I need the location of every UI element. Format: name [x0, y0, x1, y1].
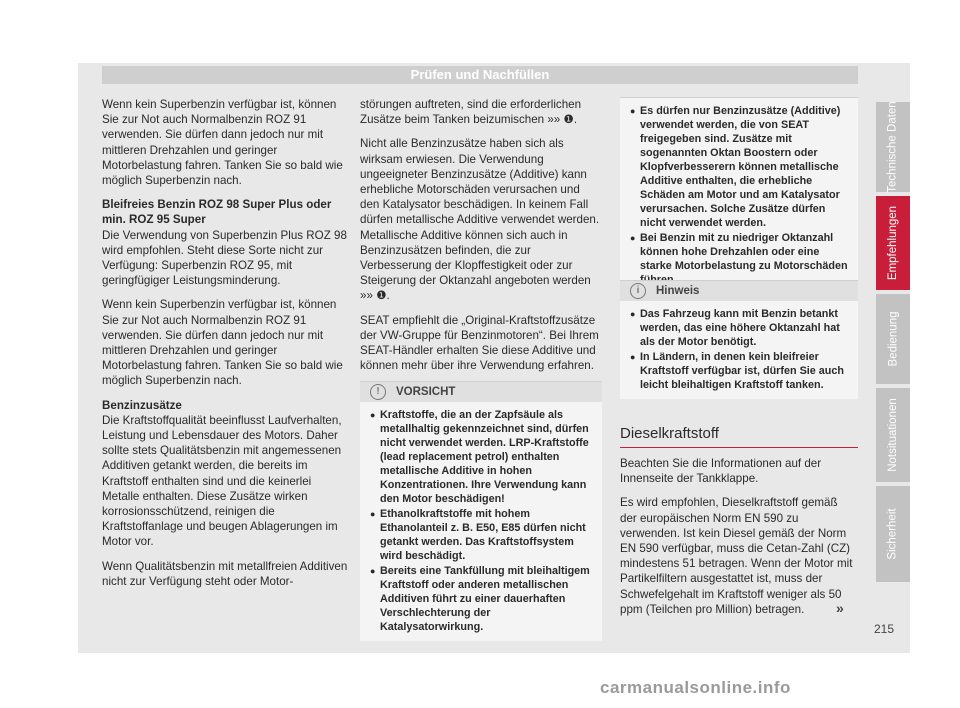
column-left [102, 97, 350, 598]
list-item: ● Das Fahrzeug kann mit Benzin betankt werden, das eine höhere Oktanzahl hat als der Motor benötigt. [630, 307, 850, 349]
paragraph: Wenn Qualitätsbenzin mit metallfreien Additiven nicht zur Verfügung steht oder Motor- [102, 559, 348, 588]
paragraph: SEAT empfiehlt die „Original-Kraftstoffzusätze der VW-Gruppe für Benzinmotoren“. Bei Ihrem SEAT-Händler erhalten Sie diese Additive und können mehr über ihre Verwendung erfahren. [360, 313, 599, 373]
subheading: Bleifreies Benzin ROZ 98 Super Plus oder min. ROZ 95 Super [102, 198, 332, 227]
page-header: Prüfen und Nachfüllen [102, 66, 858, 84]
continue-mark: » [836, 600, 844, 616]
caution-title: VORSICHT [396, 386, 456, 398]
list-item: ● Bei Benzin mit zu niedriger Oktanzahl können hohe Drehzahlen oder eine starke Motorbelastung zu Motorschäden [630, 231, 850, 287]
subheading: Benzinzusätze [102, 398, 182, 412]
list-item: ● Kraftstoffe, die an der Zapfsäule als metallhaltig gekennzeichnet sind, dürfen nicht verwendet werden. LRP-Kraftstoffe (lead replacement petrol) enthalten metallische Additive in hohen Konzentrationen. Ihre Verwendung kann den Motor beschädigen! [370, 408, 594, 506]
paragraph: Wenn kein Superbenzin verfügbar ist, können Sie zur Not auch Normalbenzin ROZ 91 verwenden. Sie dürfen dann jedoch nur mit mittleren Drehzahlen und geringer Motorbelastung fahren. Tanken Sie so bald wie möglich Superbenzin nach. [102, 98, 343, 188]
note-box [620, 280, 858, 399]
paragraph: Beachten Sie die Informationen auf der Innenseite der Tankklappe. [620, 457, 822, 486]
list-item: ● In Ländern, in denen kein bleifreier Kraftstoff verfügbar ist, dürfen Sie auch leicht bleihaltigen Kraftstoff tanken. [630, 350, 850, 392]
tab-bedienung[interactable]: Bedienung [876, 294, 910, 384]
section-heading-diesel: Dieselkraftstoff [620, 425, 858, 448]
list-item: ● Bereits eine Tankfüllung mit bleihaltigem Kraftstoff oder anderen metallischen Additiven führt zu einer dauerhaften Verschlechterung der Katalysatorwirkung. [370, 564, 594, 634]
tab-notsituationen[interactable]: Notsituationen [876, 388, 910, 482]
paragraph: Es wird empfohlen, Dieselkraftstoff gemäß der europäischen Norm EN 590 zu verwenden. Ist kein Diesel gemäß der Norm EN 590 verfügbar, muss die Cetan-Zahl (CZ) mindestens 51 betragen. Wenn der Motor mit Partikelfiltern ausgestattet ist, muss der Schwefelgehalt im Kraftstoff weniger als 50 ppm (Teilchen pro Million) betragen. [620, 496, 853, 616]
page-number: 215 [873, 622, 895, 636]
paragraph: Die Verwendung von Superbenzin Plus ROZ 98 wird empfohlen. Steht diese Sorte nicht zur Verfügung: Superbenzin ROZ 95, mit geringfügiger Leistungsminderung. [102, 228, 347, 288]
caution-header [360, 382, 602, 402]
note-header [620, 281, 858, 301]
tab-technische-daten[interactable]: Technische Daten [876, 102, 910, 192]
column-right [620, 456, 856, 626]
list-item: ● Ethanolkraftstoffe mit hohem Ethanolanteil z. B. E50, E85 dürfen nicht getankt werden. Das Kraftstoffsystem wird beschädigt. [370, 507, 594, 563]
tab-sicherheit[interactable]: Sicherheit [876, 486, 910, 582]
warning-icon: ! [370, 384, 386, 400]
watermark: carmanualsonline.info [600, 678, 791, 697]
caution-box-continued [620, 97, 858, 294]
column-middle [360, 97, 602, 382]
caution-box [360, 381, 602, 641]
paragraph: Die Kraftstoffqualität beeinflusst Laufverhalten, Leistung und Lebensdauer des Motors. Daher sollte stets Qualitätsbenzin mit angemessenen Additiven getankt werden, die bereits im Kraftstoff enthalten sind und die keinerlei Metalle enthalten. Diese Zusätze wirken korrosionsschützend, reinigen die Kraftstoffanlage und beugen Ablagerungen im Motor vor. [102, 413, 342, 549]
info-icon: i [630, 283, 646, 299]
tab-empfehlungen[interactable]: Empfehlungen [876, 196, 910, 290]
paragraph: störungen auftreten, sind die erforderlichen Zusätze beim Tanken beizumischen »» ❶. [360, 98, 582, 127]
list-item: ● Es dürfen nur Benzinzusätze (Additive) verwendet werden, die von SEAT freigegeben sind. Zusätze mit sogenannten Oktan Boostern oder Klopfverbesserern können metallische Additive enthalten, die erhebliche Schäden am Motor und am Katalysator verursachen. Solche Zusätze dürfen nicht verwendet werden. [630, 104, 850, 230]
note-title: Hinweis [656, 285, 700, 297]
paragraph: Nicht alle Benzinzusätze haben sich als wirksam erwiesen. Die Verwendung ungeeigneter Benzinzusätze (Additive) kann erhebliche Motorschäden verursachen und den Katalysator beschädigen. In keinem Fall dürfen metallische Additive verwendet werden. Metallische Additive können sich auch in Benzinzusätzen befinden, die zur Verbesserung der Klopffestigkeit oder zur Steigerung der Oktanzahl angeboten werden »» ❶. [360, 137, 600, 303]
paragraph: Wenn kein Superbenzin verfügbar ist, können Sie zur Not auch Normalbenzin ROZ 91 verwenden. Sie dürfen dann jedoch nur mit mittleren Drehzahlen und geringer Motorbelastung fahren. Tanken Sie so bald wie möglich Superbenzin nach. [102, 298, 343, 388]
